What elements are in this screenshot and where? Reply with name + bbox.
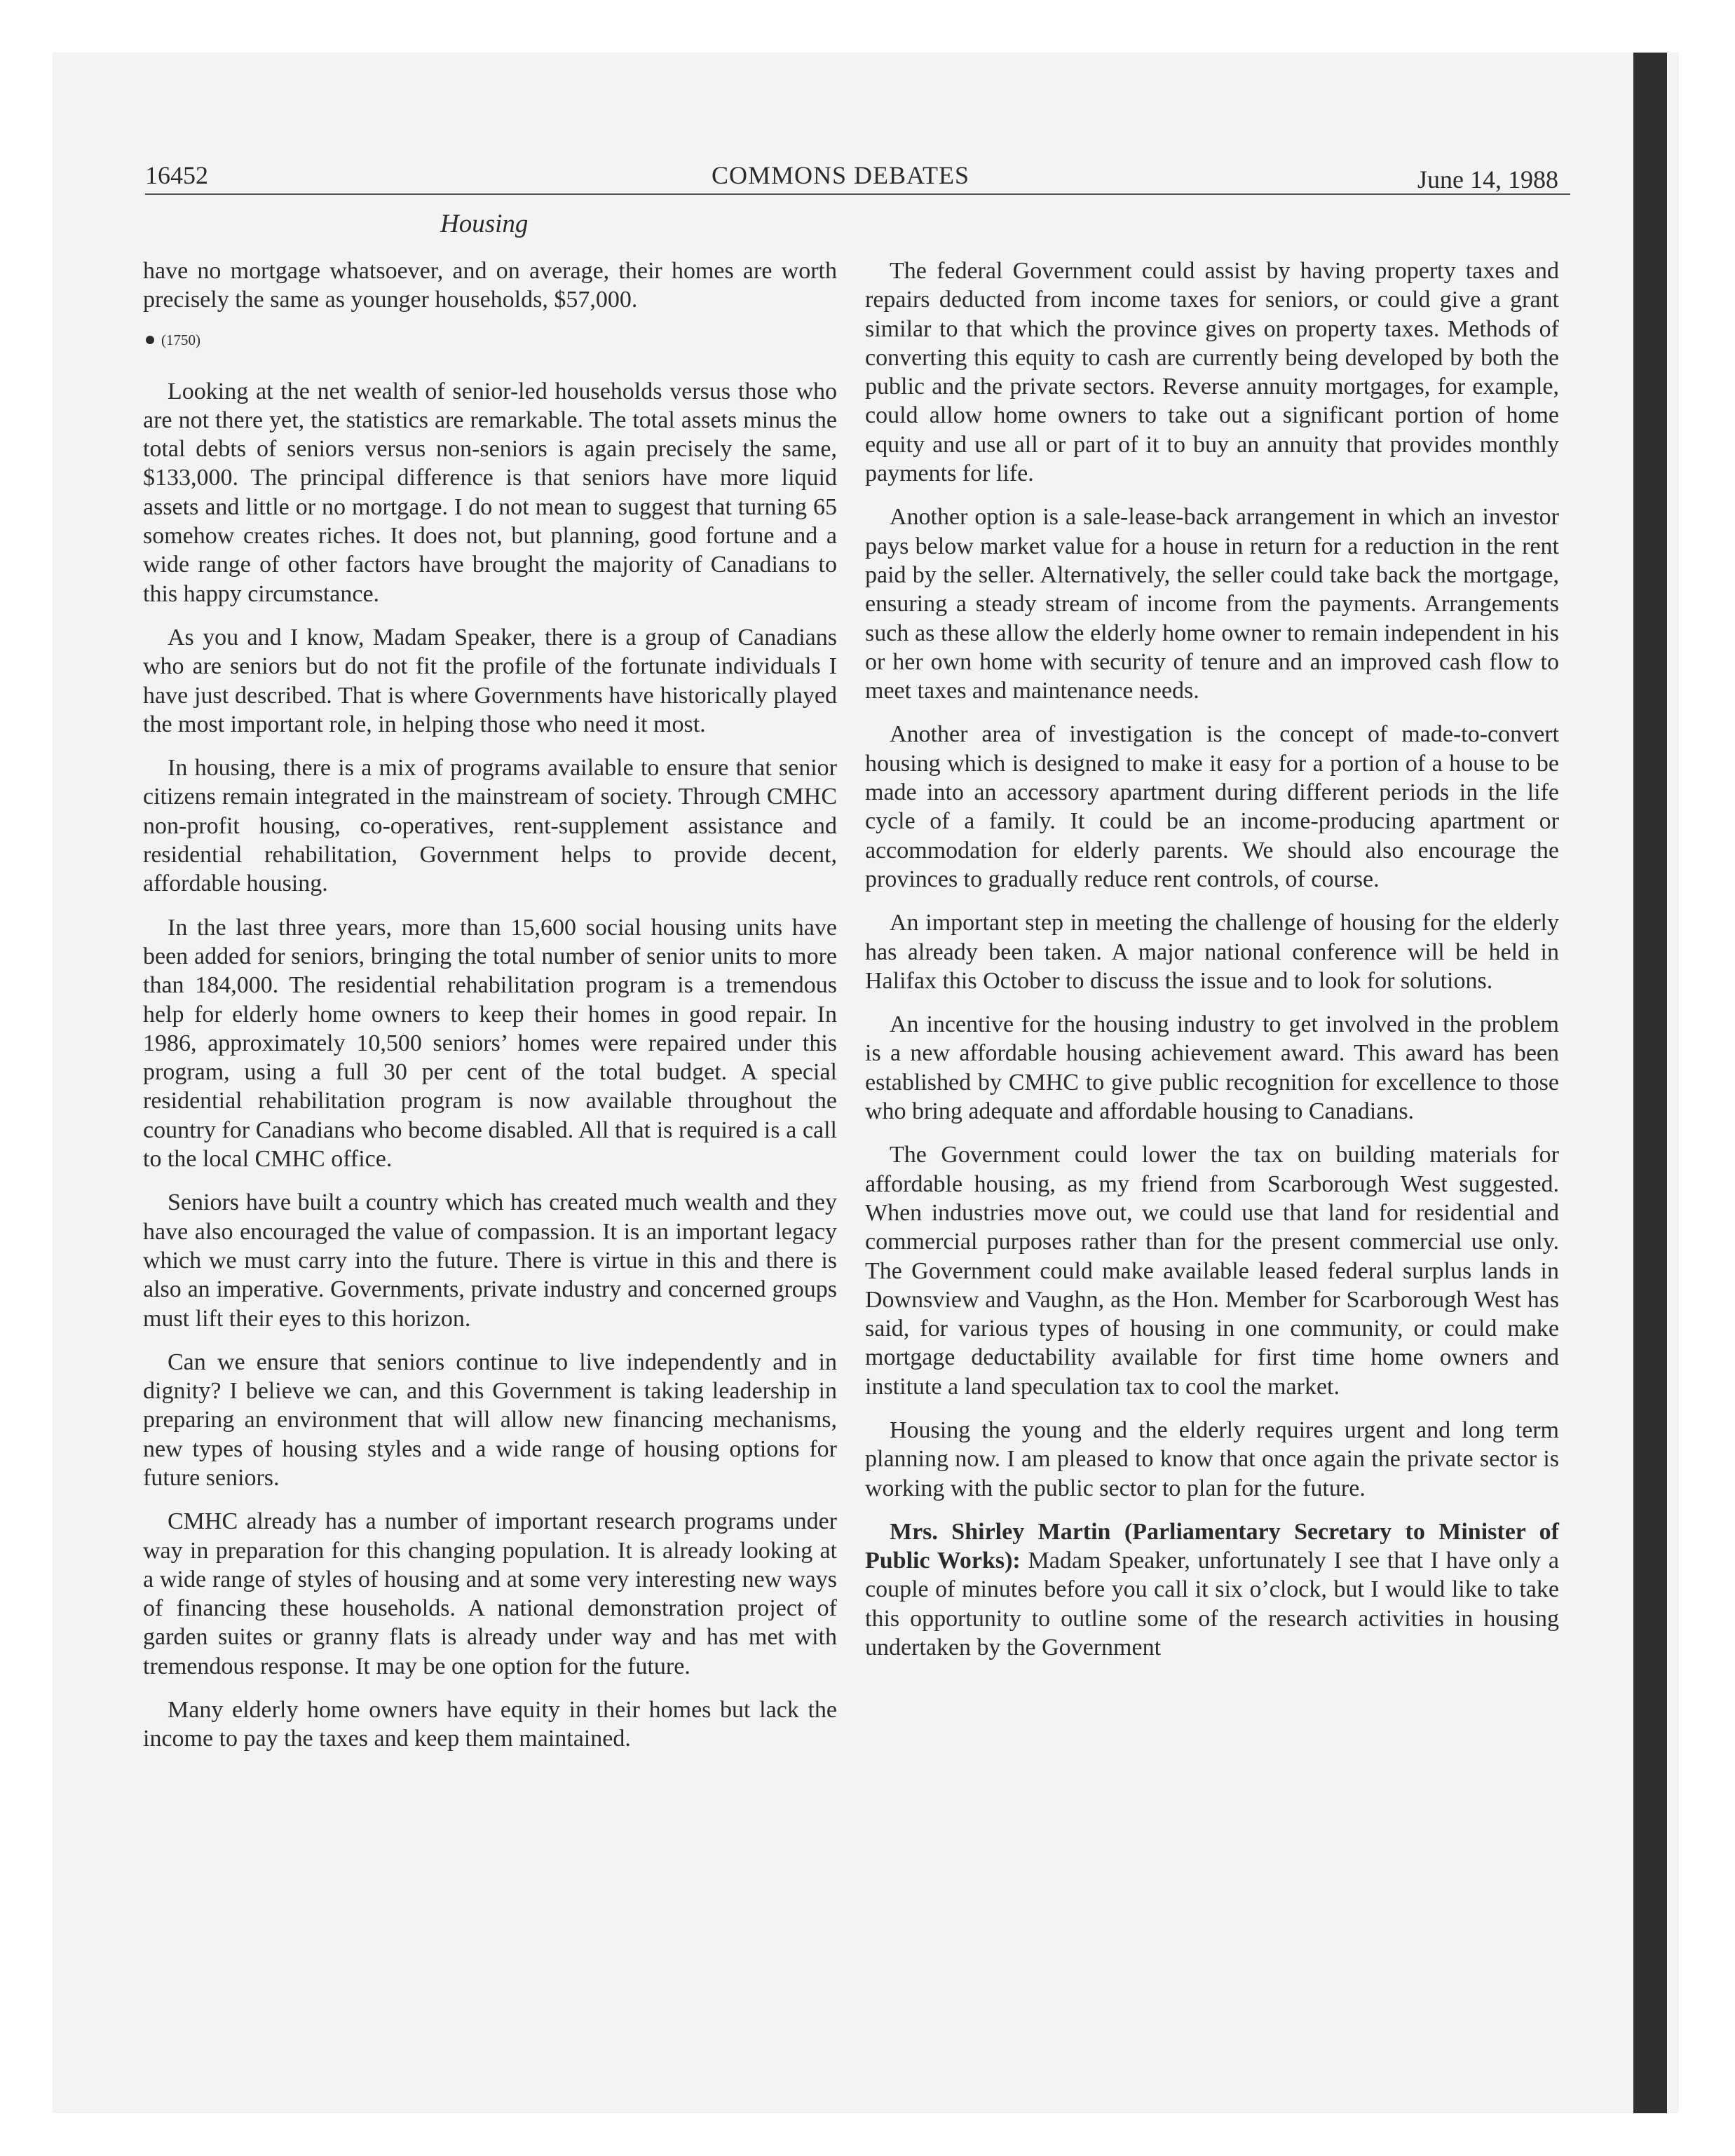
paragraph: Seniors have built a country which has created much wealth and they have also encouraged the value of compassion. It is an important legacy which we must carry into the future. There is virtue in this and there is also an imperative. Governments, private industry and concerned groups must lift their eyes to this horizon.: [143, 1189, 837, 1332]
section-title: Housing: [440, 210, 529, 238]
paragraph: The federal Government could assist by having property taxes and repairs deducted from income taxes for seniors, or could give a grant similar to that which the province gives on property taxes. Methods of converting this equity to cash are currently being developed by both the public and the private sectors. Reverse annuity mortgages, for example, could allow home owners to take out a significant portion of home equity and use all or part of it to buy an annuity that provides monthly payments for life.: [865, 258, 1559, 487]
paragraph: Many elderly home owners have equity in their homes but lack the income to pay the taxes and keep them maintained.: [143, 1697, 837, 1752]
speaker-name: Mrs. Shirley Martin (Parliamentary Secretary to Minister of Public Works):: [865, 1518, 1559, 1574]
paragraph: have no mortgage whatsoever, and on average, their homes are worth precisely the same as younger households, $57,000.: [143, 258, 837, 313]
page-number: 16452: [145, 161, 208, 189]
scan-edge-bar: [1633, 53, 1667, 2113]
speaker-text: Madam Speaker, unfortunately I see that I have only a couple of minutes before you call it six o’clock, but I would like to take this opportunity to outline some of the research activities in housing undertaken by the Government: [865, 1548, 1559, 1661]
paragraph: CMHC already has a number of important research programs under way in preparation for this changing population. It is already looking at a wide range of styles of housing and at some very interesting new ways of financing these households. A national demonstration project of garden suites or granny flats is already under way and has met with tremendous response. It may be one option for the future.: [143, 1508, 837, 1679]
bullet-icon: [146, 336, 154, 344]
paragraph: An important step in meeting the challenge of housing for the elderly has already been taken. A major national conference will be held in Halifax this October to discuss the issue and to look for solutions.: [865, 910, 1559, 994]
paragraph: An incentive for the housing industry to get involved in the problem is a new affordable housing achievement award. This award has been established by CMHC to give public recognition for excellence to those who bring adequate and affordable housing to Canadians.: [865, 1011, 1559, 1125]
publication-title: COMMONS DEBATES: [712, 161, 970, 189]
paragraph: In housing, there is a mix of programs available to ensure that senior citizens remain integrated in the mainstream of society. Through CMHC non-profit housing, co-operatives, rent-supplement assistance and residential rehabilitation, Government helps to provide decent, affordable housing.: [143, 755, 837, 897]
time-marker: [143, 329, 837, 350]
paragraph: Another area of investigation is the concept of made-to-convert housing which is designed to make it easy for a portion of a house to be made into an accessory apartment during different periods in the life cycle of a family. It could be an income-producing apartment or accommodation for elderly parents. We should also encourage the provinces to gradually reduce rent controls, of course.: [865, 721, 1559, 892]
paragraph: In the last three years, more than 15,600 social housing units have been added for seniors, bringing the total number of senior units to more than 184,000. The residential rehabilitation program is a tremendous help for elderly home owners to keep their homes in good repair. In 1986, approximately 10,500 seniors’ homes were repaired under this program, using a full 30 per cent of the total budget. A special residential rehabilitation program is now available throughout the country for Canadians who become disabled. All that is required is a call to the local CMHC office.: [143, 914, 837, 1173]
time-marker-text: (1750): [161, 331, 200, 348]
paragraph: Housing the young and the elderly requires urgent and long term planning now. I am pleased to know that once again the private sector is working with the public sector to plan for the future.: [865, 1417, 1559, 1501]
left-column: [143, 257, 837, 1768]
right-column: [865, 257, 1559, 1677]
publication-date: June 14, 1988: [1417, 165, 1558, 193]
paragraph: Another option is a sale-lease-back arrangement in which an investor pays below market value for a house in return for a reduction in the rent paid by the seller. Alternatively, the seller could take back the mortgage, ensuring a steady stream of income from the payments. Arrangements such as these allow the elderly home owner to remain independent in his or her own home with security of tenure and an improved cash flow to meet taxes and maintenance needs.: [865, 504, 1559, 704]
paragraph: As you and I know, Madam Speaker, there is a group of Canadians who are seniors but do not fit the profile of the fortunate individuals I have just described. That is where Governments have historically played the most important role, in helping those who need it most.: [143, 624, 837, 737]
paragraph: The Government could lower the tax on building materials for affordable housing, as my friend from Scarborough West suggested. When industries move out, we could use that land for residential and commercial purposes rather than for the present commercial use only. The Government could make available leased federal surplus lands in Downsview and Vaughn, as the Hon. Member for Scarborough West has said, for various types of housing in one community, or could make mortgage deductability available for first time home owners and institute a land speculation tax to cool the market.: [865, 1142, 1559, 1400]
paragraph: Looking at the net wealth of senior-led households versus those who are not there yet, the statistics are remarkable. The total assets minus the total debts of seniors versus non-seniors is again precisely the same, $133,000. The principal difference is that seniors have more liquid assets and little or no mortgage. I do not mean to suggest that turning 65 somehow creates riches. It does not, but planning, good fortune and a wide range of other factors have brought the majority of Canadians to this happy circumstance.: [143, 378, 837, 607]
header-rule: [145, 193, 1570, 195]
paragraph: Can we ensure that seniors continue to live independently and in dignity? I believe we can, and this Government is taking leadership in preparing an environment that will allow new financing mechanisms, new types of housing styles and a wide range of housing options for future seniors.: [143, 1349, 837, 1491]
speaker-paragraph: [865, 1517, 1559, 1662]
